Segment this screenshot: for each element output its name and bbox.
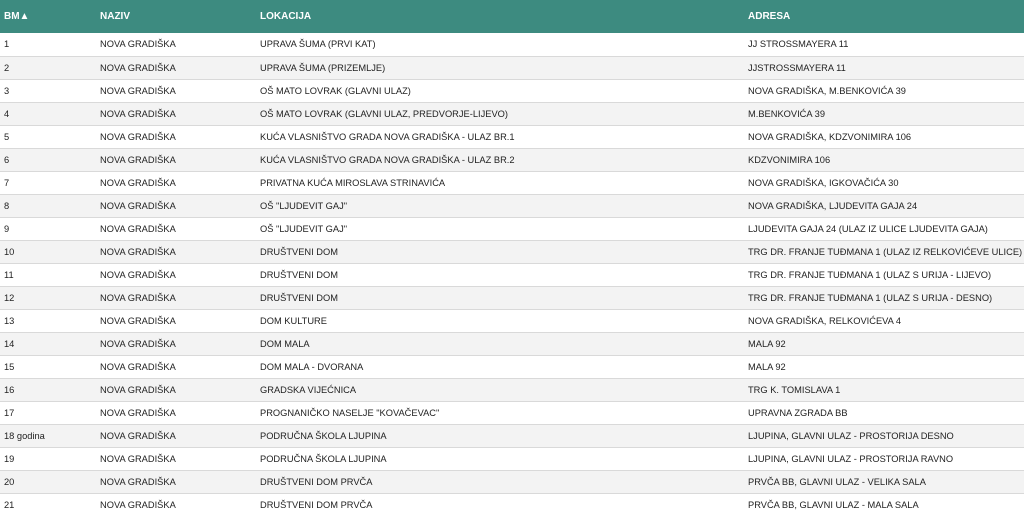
cell-bm: 17 (0, 401, 96, 424)
table-row (0, 355, 1024, 378)
cell-adresa: UPRAVNA ZGRADA BB (744, 401, 1024, 424)
cell-naziv: NOVA GRADIŠKA (96, 493, 256, 516)
table-row (0, 171, 1024, 194)
cell-lokacija: DRUŠTVENI DOM (256, 263, 744, 286)
cell-naziv: NOVA GRADIŠKA (96, 56, 256, 79)
cell-naziv: NOVA GRADIŠKA (96, 424, 256, 447)
cell-bm: 7 (0, 171, 96, 194)
cell-adresa: NOVA GRADIŠKA, KDZVONIMIRA 106 (744, 125, 1024, 148)
cell-lokacija: PODRUČNA ŠKOLA LJUPINA (256, 424, 744, 447)
table-header (0, 0, 1024, 33)
cell-bm: 16 (0, 378, 96, 401)
cell-naziv: NOVA GRADIŠKA (96, 148, 256, 171)
cell-adresa: TRG DR. FRANJE TUĐMANA 1 (ULAZ IZ RELKOVIĆEVE ULICE) (744, 240, 1024, 263)
header-adresa[interactable]: ADRESA (748, 11, 791, 22)
cell-lokacija: OŠ MATO LOVRAK (GLAVNI ULAZ, PREDVORJE-LIJEVO) (256, 102, 744, 125)
table-row (0, 401, 1024, 424)
cell-adresa: LJUPINA, GLAVNI ULAZ - PROSTORIJA DESNO (744, 424, 1024, 447)
cell-naziv: NOVA GRADIŠKA (96, 240, 256, 263)
cell-lokacija: PRIVATNA KUĆA MIROSLAVA STRINAVIĆA (256, 171, 744, 194)
cell-adresa: TRG K. TOMISLAVA 1 (744, 378, 1024, 401)
table-row (0, 470, 1024, 493)
cell-adresa: NOVA GRADIŠKA, RELKOVIĆEVA 4 (744, 309, 1024, 332)
header-naziv[interactable]: NAZIV (100, 11, 130, 22)
cell-lokacija: KUĆA VLASNIŠTVO GRADA NOVA GRADIŠKA - ULAZ BR.1 (256, 125, 744, 148)
cell-lokacija: UPRAVA ŠUMA (PRVI KAT) (256, 33, 744, 56)
cell-lokacija: OŠ MATO LOVRAK (GLAVNI ULAZ) (256, 79, 744, 102)
cell-adresa: NOVA GRADIŠKA, LJUDEVITA GAJA 24 (744, 194, 1024, 217)
cell-bm: 13 (0, 309, 96, 332)
cell-lokacija: PROGNANIČKO NASELJE "KOVAČEVAC" (256, 401, 744, 424)
cell-bm: 5 (0, 125, 96, 148)
cell-lokacija: DRUŠTVENI DOM (256, 286, 744, 309)
cell-naziv: NOVA GRADIŠKA (96, 286, 256, 309)
table-row (0, 79, 1024, 102)
table-row (0, 217, 1024, 240)
cell-adresa: NOVA GRADIŠKA, M.BENKOVIĆA 39 (744, 79, 1024, 102)
cell-naziv: NOVA GRADIŠKA (96, 79, 256, 102)
table-row (0, 286, 1024, 309)
table-row (0, 424, 1024, 447)
cell-lokacija: DRUŠTVENI DOM PRVČA (256, 493, 744, 516)
cell-bm: 9 (0, 217, 96, 240)
cell-bm: 6 (0, 148, 96, 171)
cell-bm: 10 (0, 240, 96, 263)
cell-lokacija: DOM KULTURE (256, 309, 744, 332)
cell-naziv: NOVA GRADIŠKA (96, 217, 256, 240)
cell-adresa: MALA 92 (744, 332, 1024, 355)
cell-bm: 14 (0, 332, 96, 355)
table-row (0, 332, 1024, 355)
cell-bm: 2 (0, 56, 96, 79)
cell-bm: 11 (0, 263, 96, 286)
cell-naziv: NOVA GRADIŠKA (96, 263, 256, 286)
cell-naziv: NOVA GRADIŠKA (96, 194, 256, 217)
cell-naziv: NOVA GRADIŠKA (96, 171, 256, 194)
cell-adresa: TRG DR. FRANJE TUĐMANA 1 (ULAZ S URIJA - LIJEVO) (744, 263, 1024, 286)
cell-naziv: NOVA GRADIŠKA (96, 470, 256, 493)
header-lokacija[interactable]: LOKACIJA (260, 11, 312, 22)
cell-lokacija: DRUŠTVENI DOM PRVČA (256, 470, 744, 493)
cell-naziv: NOVA GRADIŠKA (96, 355, 256, 378)
cell-naziv: NOVA GRADIŠKA (96, 378, 256, 401)
cell-adresa: PRVČA BB, GLAVNI ULAZ - MALA SALA (744, 493, 1024, 516)
cell-lokacija: DOM MALA (256, 332, 744, 355)
table-row (0, 378, 1024, 401)
cell-naziv: NOVA GRADIŠKA (96, 332, 256, 355)
cell-bm: 20 (0, 470, 96, 493)
table-row (0, 102, 1024, 125)
cell-adresa: TRG DR. FRANJE TUĐMANA 1 (ULAZ S URIJA - DESNO) (744, 286, 1024, 309)
table-row (0, 240, 1024, 263)
cell-bm: 21 (0, 493, 96, 516)
cell-adresa: JJ STROSSMAYERA 11 (744, 33, 1024, 56)
cell-adresa: LJUDEVITA GAJA 24 (ULAZ IZ ULICE LJUDEVITA GAJA) (744, 217, 1024, 240)
cell-adresa: M.BENKOVIĆA 39 (744, 102, 1024, 125)
table-row (0, 263, 1024, 286)
cell-adresa: NOVA GRADIŠKA, IGKOVAČIĆA 30 (744, 171, 1024, 194)
table-row (0, 447, 1024, 470)
table-row (0, 56, 1024, 79)
cell-bm: 19 (0, 447, 96, 470)
cell-naziv: NOVA GRADIŠKA (96, 102, 256, 125)
cell-lokacija: PODRUČNA ŠKOLA LJUPINA (256, 447, 744, 470)
cell-naziv: NOVA GRADIŠKA (96, 401, 256, 424)
cell-naziv: NOVA GRADIŠKA (96, 447, 256, 470)
cell-lokacija: DRUŠTVENI DOM (256, 240, 744, 263)
cell-lokacija: DOM MALA - DVORANA (256, 355, 744, 378)
cell-lokacija: KUĆA VLASNIŠTVO GRADA NOVA GRADIŠKA - ULAZ BR.2 (256, 148, 744, 171)
table-row (0, 493, 1024, 516)
header-bm-sortable[interactable]: BM▲ (4, 11, 30, 22)
cell-adresa: MALA 92 (744, 355, 1024, 378)
table-row (0, 194, 1024, 217)
header-row (0, 0, 1024, 33)
cell-lokacija: OŠ "LJUDEVIT GAJ" (256, 217, 744, 240)
table-row (0, 33, 1024, 56)
cell-lokacija: UPRAVA ŠUMA (PRIZEMLJE) (256, 56, 744, 79)
table-body (0, 33, 1024, 516)
cell-adresa: LJUPINA, GLAVNI ULAZ - PROSTORIJA RAVNO (744, 447, 1024, 470)
cell-naziv: NOVA GRADIŠKA (96, 125, 256, 148)
table-row (0, 309, 1024, 332)
cell-lokacija: OŠ "LJUDEVIT GAJ" (256, 194, 744, 217)
table-row (0, 125, 1024, 148)
cell-adresa: PRVČA BB, GLAVNI ULAZ - VELIKA SALA (744, 470, 1024, 493)
cell-bm: 8 (0, 194, 96, 217)
cell-naziv: NOVA GRADIŠKA (96, 33, 256, 56)
cell-bm: 4 (0, 102, 96, 125)
cell-bm: 3 (0, 79, 96, 102)
cell-adresa: JJSTROSSMAYERA 11 (744, 56, 1024, 79)
cell-naziv: NOVA GRADIŠKA (96, 309, 256, 332)
cell-bm: 15 (0, 355, 96, 378)
cell-bm: 18 godina (0, 424, 96, 447)
cell-bm: 1 (0, 33, 96, 56)
cell-lokacija: GRADSKA VIJEĆNICA (256, 378, 744, 401)
cell-adresa: KDZVONIMIRA 106 (744, 148, 1024, 171)
table-row (0, 148, 1024, 171)
cell-bm: 12 (0, 286, 96, 309)
